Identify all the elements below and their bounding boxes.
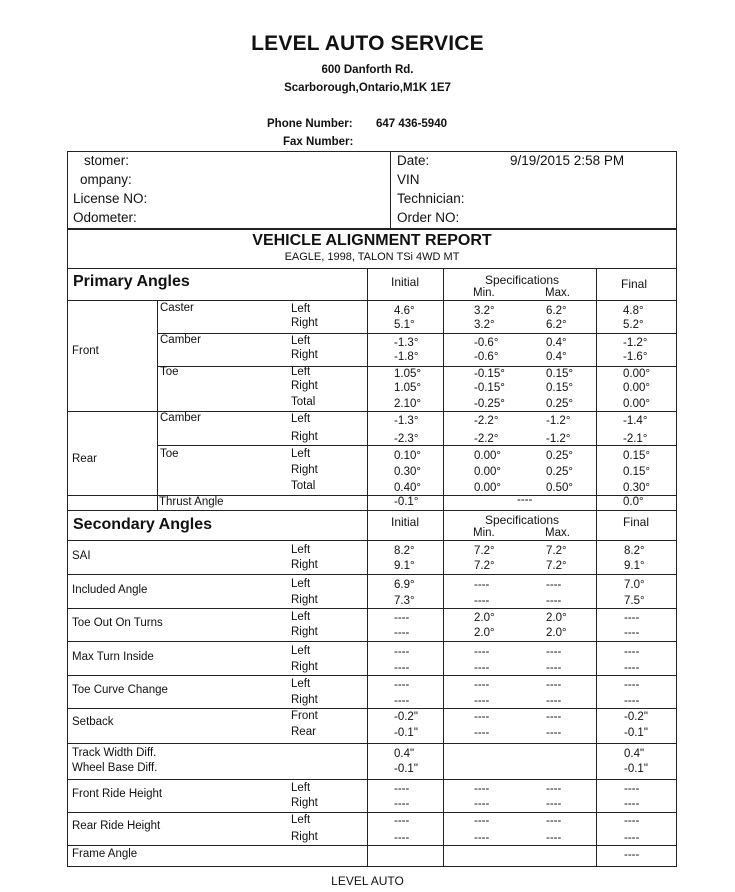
secondary-value-cell: 9.1° bbox=[624, 560, 645, 572]
secondary-side-label: Left bbox=[291, 814, 311, 826]
primary-value-cell: 5.2° bbox=[623, 319, 644, 331]
secondary-value-cell: ---- bbox=[394, 662, 410, 674]
thrust-initial: -0.1° bbox=[394, 496, 419, 508]
primary-value-cell: 4.8° bbox=[623, 305, 644, 317]
secondary-value-cell: 6.9° bbox=[394, 579, 415, 591]
secondary-value-cell: ---- bbox=[546, 579, 562, 591]
secondary-value-cell: ---- bbox=[546, 646, 562, 658]
primary-value-cell: 0.00° bbox=[474, 482, 501, 494]
primary-value-cell: 0.30° bbox=[623, 482, 650, 494]
primary-side-label: Left bbox=[291, 413, 311, 425]
customer-label: stomer: bbox=[84, 153, 130, 168]
secondary-value-cell: ---- bbox=[546, 798, 562, 810]
secondary-value-cell: ---- bbox=[624, 832, 640, 844]
secondary-side-label: Right bbox=[291, 559, 318, 571]
secondary-value-cell: ---- bbox=[546, 679, 562, 691]
secondary-value-cell: ---- bbox=[474, 662, 490, 674]
secondary-value-cell: 2.0° bbox=[546, 627, 567, 639]
primary-value-cell: 0.00° bbox=[474, 466, 501, 478]
primary-value-cell: 0.00° bbox=[623, 382, 650, 394]
secondary-value-cell: ---- bbox=[474, 695, 490, 707]
primary-value-cell: -2.3° bbox=[394, 433, 419, 445]
primary-side-label: Right bbox=[291, 380, 318, 392]
secondary-value-cell: ---- bbox=[394, 832, 410, 844]
primary-group-label: Camber bbox=[160, 334, 201, 346]
primary-value-cell: 0.00° bbox=[623, 368, 650, 380]
secondary-value-cell: ---- bbox=[546, 595, 562, 607]
primary-side-label: Right bbox=[291, 349, 318, 361]
secondary-value-cell: ---- bbox=[624, 612, 640, 624]
date-label: Date: bbox=[397, 153, 430, 168]
primary-value-cell: -1.2° bbox=[546, 415, 571, 427]
secondary-value-cell: ---- bbox=[474, 711, 490, 723]
primary-group-label: Toe bbox=[160, 448, 179, 460]
primary-side-label: Left bbox=[291, 303, 311, 315]
secondary-value-cell: 8.2° bbox=[394, 545, 415, 557]
secondary-value-cell: 7.3° bbox=[394, 595, 415, 607]
secondary-value-cell: ---- bbox=[546, 662, 562, 674]
secondary-row-label: SAI bbox=[72, 550, 91, 562]
secondary-side-label: Left bbox=[291, 782, 311, 794]
secondary-value-cell: 8.2° bbox=[624, 545, 645, 557]
secondary-value-cell: ---- bbox=[394, 627, 410, 639]
secondary-row-label: Max Turn Inside bbox=[72, 651, 154, 663]
primary-value-cell: 4.6° bbox=[394, 305, 415, 317]
secondary-value-cell: 7.2° bbox=[474, 545, 495, 557]
secondary-angles-title: Secondary Angles bbox=[73, 516, 213, 533]
col-max: Max. bbox=[545, 287, 570, 299]
secondary-value-cell: ---- bbox=[394, 679, 410, 691]
secondary-value-cell: ---- bbox=[624, 679, 640, 691]
secondary-value-cell: -0.1" bbox=[624, 727, 648, 739]
secondary-row-label: Included Angle bbox=[72, 584, 148, 596]
company-label: ompany: bbox=[80, 172, 132, 187]
technician-label: Technician: bbox=[397, 191, 465, 206]
secondary-value-cell: -0.1" bbox=[624, 763, 648, 775]
secondary-side-label: Left bbox=[291, 678, 311, 690]
col-specifications: Specifications bbox=[485, 273, 560, 287]
secondary-value-cell: ---- bbox=[624, 849, 640, 861]
secondary-value-cell: ---- bbox=[474, 646, 490, 658]
secondary-value-cell: ---- bbox=[546, 711, 562, 723]
primary-value-cell: 2.10° bbox=[394, 398, 421, 410]
secondary-value-cell: -0.2" bbox=[624, 711, 648, 723]
secondary-value-cell: ---- bbox=[474, 679, 490, 691]
primary-group-label: Camber bbox=[160, 412, 201, 424]
primary-value-cell: 0.4° bbox=[546, 351, 567, 363]
primary-value-cell: 1.05° bbox=[394, 368, 421, 380]
thrust-angle-label: Thrust Angle bbox=[159, 496, 224, 508]
secondary-value-cell: ---- bbox=[546, 815, 562, 827]
primary-value-cell: 0.30° bbox=[394, 466, 421, 478]
secondary-row-label: Setback bbox=[72, 716, 114, 728]
front-label: Front bbox=[72, 345, 99, 357]
secondary-value-cell: -0.1" bbox=[394, 727, 418, 739]
secondary-value-cell: 7.5° bbox=[624, 595, 645, 607]
primary-value-cell: 3.2° bbox=[474, 319, 495, 331]
primary-value-cell: -1.4° bbox=[623, 415, 648, 427]
primary-value-cell: -1.2° bbox=[623, 337, 648, 349]
secondary-side-label: Right bbox=[291, 831, 318, 843]
secondary-side-label: Right bbox=[291, 626, 318, 638]
secondary-value-cell: ---- bbox=[394, 612, 410, 624]
secondary-value-cell: ---- bbox=[624, 798, 640, 810]
secondary-value-cell: ---- bbox=[624, 646, 640, 658]
secondary-value-cell: 7.0° bbox=[624, 579, 645, 591]
primary-value-cell: 0.15° bbox=[546, 368, 573, 380]
primary-value-cell: 0.25° bbox=[546, 466, 573, 478]
secondary-side-label: Right bbox=[291, 594, 318, 606]
primary-side-label: Total bbox=[291, 396, 316, 408]
thrust-spec: ---- bbox=[517, 494, 533, 506]
primary-side-label: Left bbox=[291, 366, 311, 378]
alignment-table bbox=[67, 229, 677, 867]
secondary-side-label: Left bbox=[291, 645, 311, 657]
primary-value-cell: 0.25° bbox=[546, 398, 573, 410]
secondary-value-cell: ---- bbox=[394, 798, 410, 810]
secondary-row-label: Wheel Base Diff. bbox=[72, 762, 158, 774]
secondary-value-cell: ---- bbox=[474, 727, 490, 739]
primary-value-cell: -2.2° bbox=[474, 433, 499, 445]
primary-value-cell: 6.2° bbox=[546, 319, 567, 331]
secondary-row-label: Toe Curve Change bbox=[72, 684, 168, 696]
primary-value-cell: 0.50° bbox=[546, 482, 573, 494]
secondary-row-label: Track Width Diff. bbox=[72, 747, 157, 759]
rear-label: Rear bbox=[72, 453, 97, 465]
secondary-value-cell: 7.2° bbox=[546, 545, 567, 557]
report-title: VEHICLE ALIGNMENT REPORT bbox=[252, 232, 492, 249]
col-specifications-2: Specifications bbox=[485, 513, 560, 527]
secondary-value-cell: ---- bbox=[624, 815, 640, 827]
primary-value-cell: 3.2° bbox=[474, 305, 495, 317]
col-initial: Initial bbox=[391, 275, 420, 289]
footer-text: LEVEL AUTO bbox=[331, 874, 404, 888]
company-name: LEVEL AUTO SERVICE bbox=[251, 32, 484, 55]
primary-value-cell: 1.05° bbox=[394, 382, 421, 394]
secondary-side-label: Right bbox=[291, 797, 318, 809]
primary-value-cell: -0.25° bbox=[474, 398, 505, 410]
primary-value-cell: 0.00° bbox=[623, 398, 650, 410]
primary-value-cell: -1.3° bbox=[394, 337, 419, 349]
secondary-value-cell: ---- bbox=[394, 646, 410, 658]
secondary-value-cell: ---- bbox=[624, 783, 640, 795]
secondary-value-cell: 0.4" bbox=[394, 748, 415, 760]
phone-value: 647 436-5940 bbox=[376, 118, 447, 130]
secondary-side-label: Right bbox=[291, 694, 318, 706]
secondary-value-cell: ---- bbox=[474, 798, 490, 810]
secondary-row-label: Frame Angle bbox=[72, 848, 138, 860]
address-line-2: Scarborough,Ontario,M1K 1E7 bbox=[284, 82, 451, 94]
primary-side-label: Right bbox=[291, 464, 318, 476]
primary-value-cell: 0.40° bbox=[394, 482, 421, 494]
address-line-1: 600 Danforth Rd. bbox=[321, 64, 414, 76]
secondary-value-cell: 2.0° bbox=[474, 627, 495, 639]
secondary-value-cell: 9.1° bbox=[394, 560, 415, 572]
phone-label: Phone Number: bbox=[267, 118, 353, 130]
primary-group-label: Caster bbox=[160, 302, 194, 314]
primary-value-cell: -0.6° bbox=[474, 351, 499, 363]
secondary-value-cell: ---- bbox=[624, 695, 640, 707]
secondary-side-label: Rear bbox=[291, 726, 316, 738]
license-label: License NO: bbox=[73, 191, 148, 206]
primary-value-cell: 0.25° bbox=[546, 450, 573, 462]
vin-label: VIN bbox=[397, 172, 420, 187]
secondary-value-cell: ---- bbox=[624, 627, 640, 639]
secondary-value-cell: -0.1" bbox=[394, 763, 418, 775]
secondary-value-cell: ---- bbox=[474, 579, 490, 591]
primary-value-cell: -0.15° bbox=[474, 382, 505, 394]
primary-value-cell: 0.10° bbox=[394, 450, 421, 462]
primary-group-label: Toe bbox=[160, 366, 179, 378]
secondary-value-cell: ---- bbox=[394, 695, 410, 707]
thrust-final: 0.0° bbox=[623, 496, 644, 508]
primary-value-cell: 5.1° bbox=[394, 319, 415, 331]
primary-value-cell: -0.15° bbox=[474, 368, 505, 380]
secondary-side-label: Left bbox=[291, 544, 311, 556]
order-label: Order NO: bbox=[397, 210, 460, 225]
secondary-value-cell: ---- bbox=[546, 783, 562, 795]
primary-value-cell: -1.2° bbox=[546, 433, 571, 445]
primary-value-cell: -1.3° bbox=[394, 415, 419, 427]
secondary-row-label: Rear Ride Height bbox=[72, 820, 161, 832]
secondary-value-cell: ---- bbox=[394, 783, 410, 795]
primary-side-label: Right bbox=[291, 431, 318, 443]
secondary-value-cell: 0.4" bbox=[624, 748, 645, 760]
primary-value-cell: -1.6° bbox=[623, 351, 648, 363]
primary-side-label: Left bbox=[291, 335, 311, 347]
secondary-side-label: Right bbox=[291, 661, 318, 673]
primary-angles-title: Primary Angles bbox=[73, 273, 190, 290]
secondary-row-label: Toe Out On Turns bbox=[72, 617, 163, 629]
fax-label: Fax Number: bbox=[283, 136, 354, 148]
secondary-value-cell: ---- bbox=[394, 815, 410, 827]
col-final-2: Final bbox=[623, 515, 650, 529]
secondary-value-cell: ---- bbox=[474, 783, 490, 795]
primary-side-label: Right bbox=[291, 317, 318, 329]
primary-value-cell: -1.8° bbox=[394, 351, 419, 363]
secondary-value-cell: 2.0° bbox=[474, 612, 495, 624]
vehicle-description: EAGLE, 1998, TALON TSi 4WD MT bbox=[284, 251, 460, 263]
col-initial-2: Initial bbox=[391, 515, 420, 529]
col-min: Min. bbox=[473, 287, 495, 299]
secondary-side-label: Front bbox=[291, 710, 318, 722]
secondary-value-cell: ---- bbox=[546, 832, 562, 844]
col-max-2: Max. bbox=[545, 527, 570, 539]
odometer-label: Odometer: bbox=[73, 210, 137, 225]
primary-value-cell: 0.15° bbox=[623, 466, 650, 478]
primary-value-cell: 6.2° bbox=[546, 305, 567, 317]
primary-value-cell: 0.00° bbox=[474, 450, 501, 462]
secondary-value-cell: ---- bbox=[474, 832, 490, 844]
date-value: 9/19/2015 2:58 PM bbox=[510, 153, 625, 168]
col-final: Final bbox=[621, 277, 648, 291]
primary-value-cell: 0.4° bbox=[546, 337, 567, 349]
secondary-value-cell: ---- bbox=[474, 595, 490, 607]
col-min-2: Min. bbox=[473, 527, 495, 539]
secondary-row-label: Front Ride Height bbox=[72, 788, 163, 800]
secondary-value-cell: ---- bbox=[474, 815, 490, 827]
secondary-value-cell: ---- bbox=[546, 727, 562, 739]
secondary-value-cell: 2.0° bbox=[546, 612, 567, 624]
secondary-value-cell: ---- bbox=[546, 695, 562, 707]
primary-value-cell: -2.2° bbox=[474, 415, 499, 427]
primary-side-label: Left bbox=[291, 448, 311, 460]
secondary-value-cell: 7.2° bbox=[474, 560, 495, 572]
secondary-side-label: Left bbox=[291, 611, 311, 623]
primary-value-cell: 0.15° bbox=[623, 450, 650, 462]
primary-value-cell: 0.15° bbox=[546, 382, 573, 394]
primary-value-cell: -2.1° bbox=[623, 433, 648, 445]
secondary-side-label: Left bbox=[291, 578, 311, 590]
primary-side-label: Total bbox=[291, 480, 316, 492]
secondary-value-cell: -0.2" bbox=[394, 711, 418, 723]
primary-value-cell: -0.6° bbox=[474, 337, 499, 349]
secondary-value-cell: ---- bbox=[624, 662, 640, 674]
secondary-value-cell: 7.2° bbox=[546, 560, 567, 572]
